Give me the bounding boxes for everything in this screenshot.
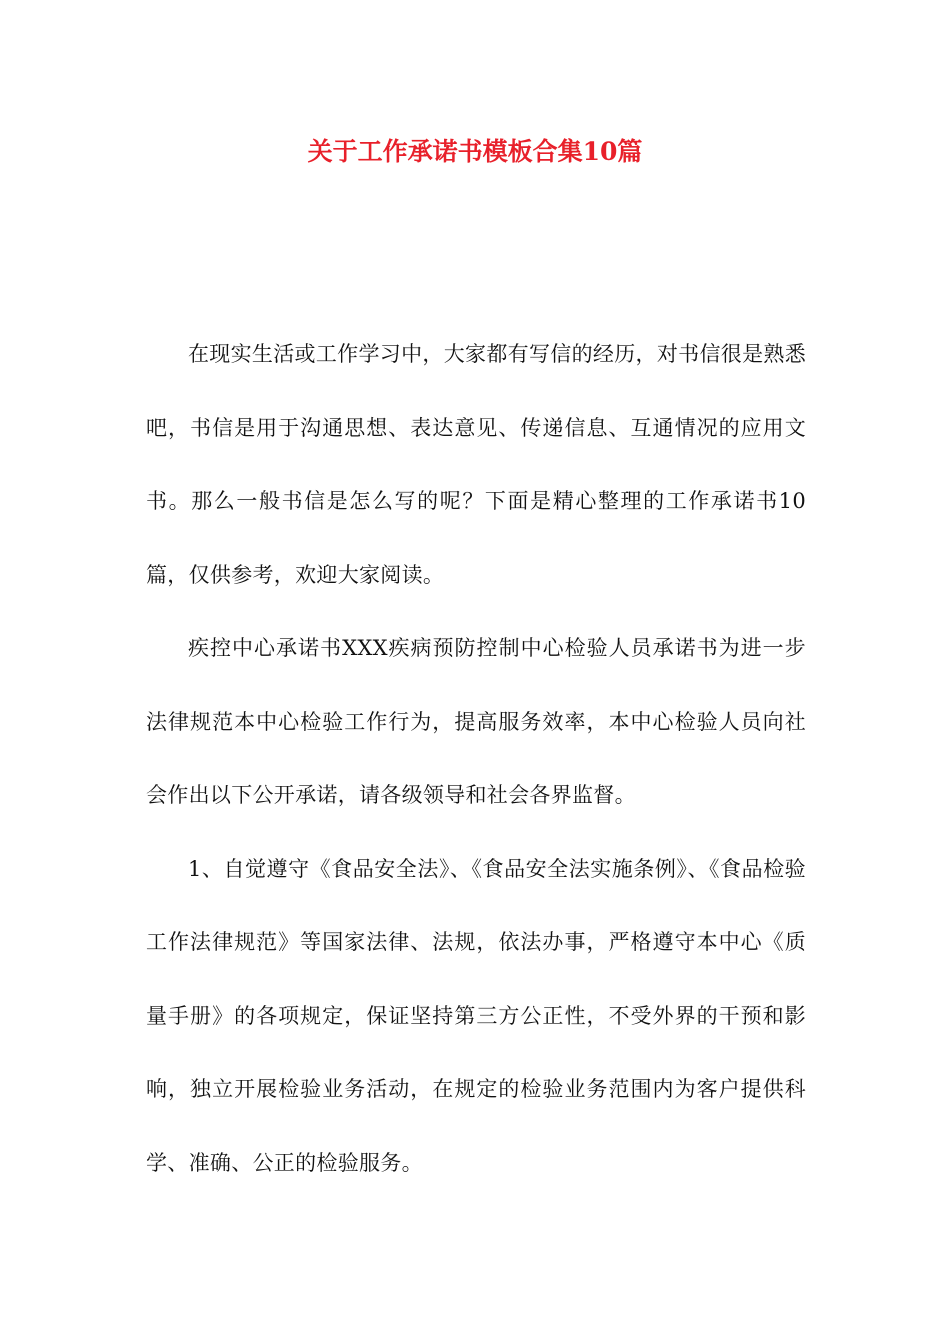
commitment-item-1-paragraph: 1、自觉遵守《食品安全法》、《食品安全法实施条例》、《食品检验工作法律规范》等国家法律、法规，依法办事，严格遵守本中心《质量手册》的各项规定，保证坚持第三方公正性，不受外界的干预和影响，独立开展检验业务活动，在规定的检验业务范围内为客户提供科学、准确、公正的检验服务。 (146, 856, 806, 1175)
commitment-heading-paragraph: 疾控中心承诺书XXX疾病预防控制中心检验人员承诺书为进一步法律规范本中心检验工作行为，提高服务效率，本中心检验人员向社会作出以下公开承诺，请各级领导和社会各界监督。 (146, 636, 806, 807)
document-body (146, 318, 806, 1200)
intro-paragraph: 在现实生活或工作学习中，大家都有写信的经历，对书信很是熟悉吧，书信是用于沟通思想、表达意见、传递信息、互通情况的应用文书。那么一般书信是怎么写的呢？下面是精心整理的工作承诺书10篇，仅供参考，欢迎大家阅读。 (146, 342, 806, 587)
document-title: 关于工作承诺书模板合集10篇 (307, 137, 643, 166)
